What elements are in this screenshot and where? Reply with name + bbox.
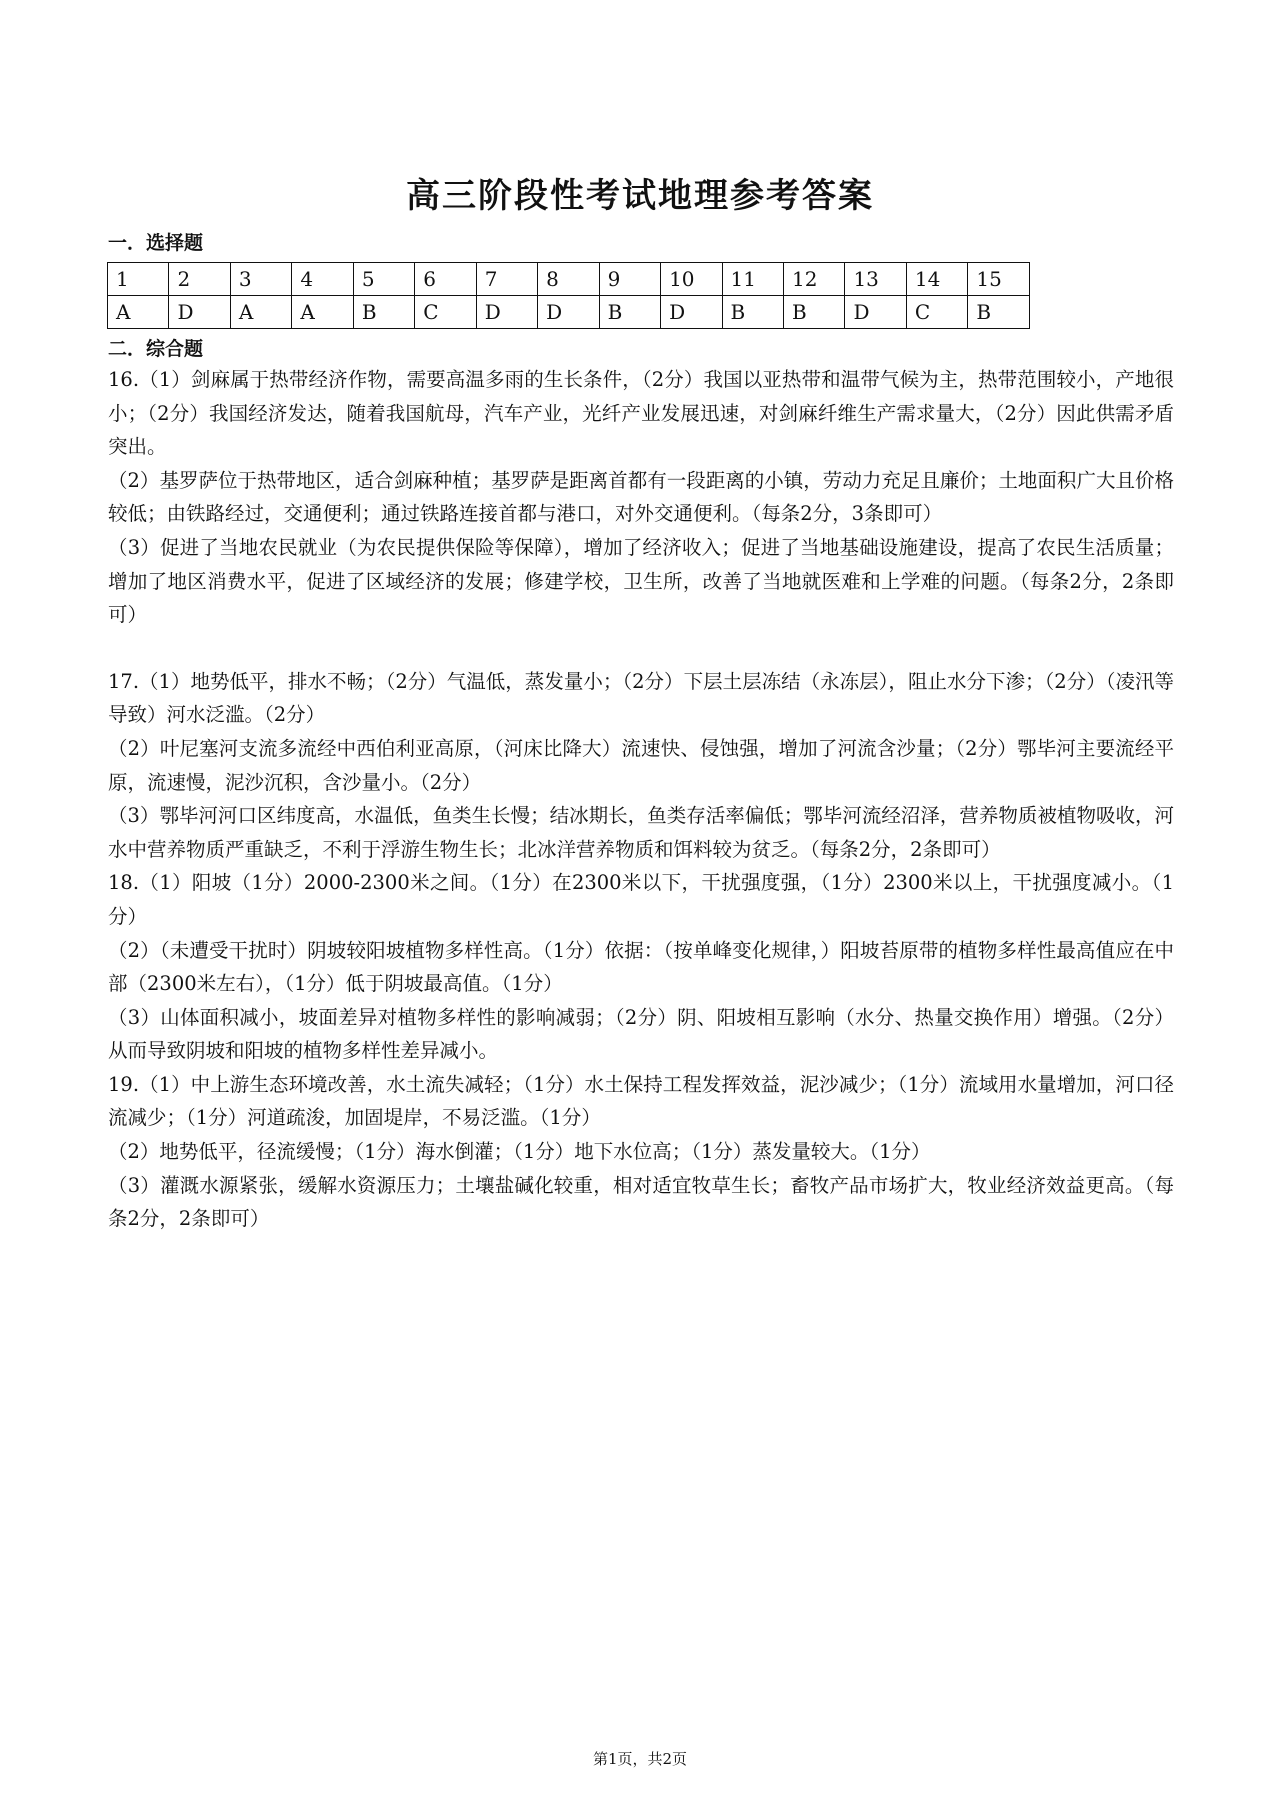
- answer-letter: A: [108, 296, 169, 329]
- section-heading-choice: 一．选择题: [108, 232, 204, 254]
- question-number: 10: [661, 263, 722, 296]
- answer-letter: A: [230, 296, 291, 329]
- answer-paragraph: （2）地势低平，径流缓慢；（1分）海水倒灌；（1分）地下水位高；（1分）蒸发量较大。（1分）: [108, 1140, 931, 1164]
- section-heading-comprehensive: 二．综合题: [108, 338, 204, 360]
- answer-body: [108, 363, 1174, 1236]
- answer-letter: D: [661, 296, 722, 329]
- question-number: 7: [476, 263, 537, 296]
- answer-paragraph: （2）基罗萨位于热带地区，适合剑麻种植；基罗萨是距离首都有一段距离的小镇，劳动力充足且廉价；土地面积广大且价格较低；由铁路经过，交通便利；通过铁路连接首都与港口，对外交通便利。（每条2分，3条即可）: [108, 468, 1174, 526]
- answer-letter: D: [169, 296, 230, 329]
- answer-table-answer-row: [108, 296, 1030, 329]
- answer-paragraph: 18.（1）阳坡（1分）2000-2300米之间。（1分）在2300米以下，干扰强度强，（1分）2300米以上，干扰强度减小。（1分）: [108, 871, 1174, 928]
- answer-paragraph: （3）灌溉水源紧张，缓解水资源压力；土壤盐碱化较重，相对适宜牧草生长；畜牧产品市场扩大，牧业经济效益更高。（每条2分，2条即可）: [108, 1173, 1174, 1231]
- answer-table-number-row: [108, 263, 1030, 296]
- question-number: 1: [108, 263, 169, 296]
- question-number: 5: [353, 263, 414, 296]
- answer-letter: B: [599, 296, 660, 329]
- answer-letter: A: [292, 296, 353, 329]
- answer-letter: B: [353, 296, 414, 329]
- answer-letter: D: [845, 296, 906, 329]
- page-title: 高三阶段性考试地理参考答案: [406, 176, 874, 216]
- answer-paragraph: 17.（1）地势低平，排水不畅；（2分）气温低，蒸发量小；（2分）下层土层冻结（永冻层），阻止水分下渗；（2分）（凌汛等导致）河水泛滥。（2分）: [108, 669, 1174, 727]
- answer-letter: D: [538, 296, 599, 329]
- question-number: 11: [722, 263, 783, 296]
- question-number: 13: [845, 263, 906, 296]
- answer-letter: B: [968, 296, 1030, 329]
- answer-letter: D: [476, 296, 537, 329]
- question-number: 15: [968, 263, 1030, 296]
- answer-paragraph: 19.（1）中上游生态环境改善，水土流失减轻；（1分）水土保持工程发挥效益，泥沙减少；（1分）流域用水量增加，河口径流减少；（1分）河道疏浚，加固堤岸，不易泛滥。（1分）: [108, 1072, 1174, 1130]
- answer-paragraph: 16.（1）剑麻属于热带经济作物，需要高温多雨的生长条件，（2分）我国以亚热带和温带气候为主，热带范围较小，产地很小；（2分）我国经济发达，随着我国航母，汽车产业，光纤产业发展迅速，对剑麻纤维生产需求量大，（2分）因此供需矛盾突出。: [108, 368, 1174, 459]
- question-number: 4: [292, 263, 353, 296]
- answer-letter: B: [722, 296, 783, 329]
- question-number: 3: [230, 263, 291, 296]
- question-number: 14: [906, 263, 967, 296]
- question-number: 6: [415, 263, 476, 296]
- question-number: 8: [538, 263, 599, 296]
- answer-paragraph: （3）鄂毕河河口区纬度高，水温低，鱼类生长慢；结冰期长，鱼类存活率偏低；鄂毕河流经沼泽，营养物质被植物吸收，河水中营养物质严重缺乏，不利于浮游生物生长；北冰洋营养物质和饵料较为贫乏。（每条2分，2条即可）: [108, 804, 1174, 861]
- page-number-footer: 第1页，共2页: [592, 1750, 688, 1768]
- answer-paragraph: （3）促进了当地农民就业（为农民提供保险等保障），增加了经济收入；促进了当地基础设施建设，提高了农民生活质量；增加了地区消费水平，促进了区域经济的发展；修建学校，卫生所，改善了当地就医难和上学难的问题。（每条2分，2条即可）: [108, 535, 1174, 627]
- answer-letter: C: [906, 296, 967, 329]
- answer-paragraph: （2）（未遭受干扰时）阴坡较阳坡植物多样性高。（1分）依据：（按单峰变化规律，）阳坡苔原带的植物多样性最高值应在中部（2300米左右），（1分）低于阴坡最高值。（1分）: [108, 938, 1174, 996]
- question-number: 9: [599, 263, 660, 296]
- answer-letter: B: [783, 296, 844, 329]
- answer-letter: C: [415, 296, 476, 329]
- question-number: 12: [783, 263, 844, 296]
- answer-paragraph: （3）山体面积减小，坡面差异对植物多样性的影响减弱；（2分）阴、阳坡相互影响（水分、热量交换作用）增强。（2分）从而导致阴坡和阳坡的植物多样性差异减小。: [108, 1005, 1174, 1063]
- answer-table: [107, 262, 1030, 329]
- question-number: 2: [169, 263, 230, 296]
- answer-paragraph: （2）叶尼塞河支流多流经中西伯利亚高原，（河床比降大）流速快、侵蚀强，增加了河流含沙量；（2分）鄂毕河主要流经平原，流速慢，泥沙沉积，含沙量小。（2分）: [108, 736, 1174, 794]
